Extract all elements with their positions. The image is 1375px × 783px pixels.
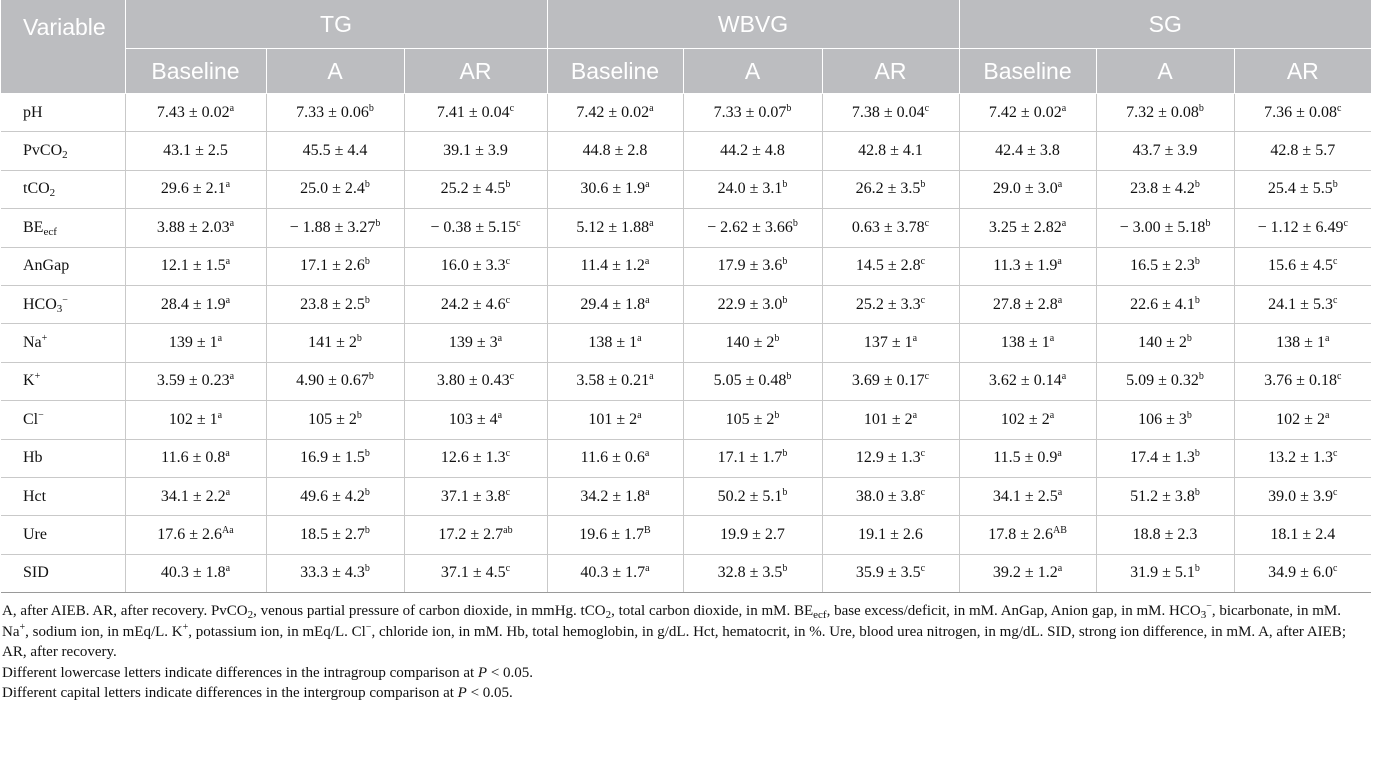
- table-cell: 13.2 ± 1.3$^c$: [1234, 439, 1371, 477]
- variable-header: Variable: [1, 0, 125, 94]
- table-cell: 24.1 ± 5.3$^c$: [1234, 285, 1371, 323]
- table-row: [1, 170, 1371, 208]
- table-cell: 22.6 ± 4.1$^b$: [1096, 285, 1234, 323]
- table-cell: 24.2 ± 4.6$^c$: [404, 285, 547, 323]
- subheader-a: A: [266, 49, 404, 94]
- group-header-tg: TG: [125, 0, 547, 49]
- table-cell: 25.4 ± 5.5$^b$: [1234, 170, 1371, 208]
- table-cell: 18.5 ± 2.7$^b$: [266, 516, 404, 554]
- row-label: Hb: [1, 439, 125, 477]
- table-cell: 22.9 ± 3.0$^b$: [683, 285, 822, 323]
- footnote-lowercase: Different lowercase letters indicate differences in the intragroup comparison at P < 0.05.: [2, 664, 534, 681]
- table-cell: 39.1 ± 3.9: [404, 132, 547, 170]
- table-cell: $105 \pm 2^b$: [266, 401, 404, 439]
- table-cell: 39.2 ± 1.2$^a$: [959, 554, 1096, 592]
- table-cell: 7.41 ± 0.04$^c$: [404, 94, 547, 132]
- table-cell: $101 \pm 2^a$: [822, 401, 959, 439]
- table-cell: $105 \pm 2^b$: [683, 401, 822, 439]
- table-cell: 25.0 ± 2.4$^b$: [266, 170, 404, 208]
- table-cell: 15.6 ± 4.5$^c$: [1234, 247, 1371, 285]
- table-cell: 4.90 ± 0.67$^b$: [266, 362, 404, 400]
- group-header-sg: SG: [959, 0, 1371, 49]
- table-cell: 35.9 ± 3.5$^c$: [822, 554, 959, 592]
- table-cell: − 1.12 ± 6.49$^c$: [1234, 209, 1371, 247]
- table-cell: 32.8 ± 3.5$^b$: [683, 554, 822, 592]
- table-row: [1, 94, 1371, 132]
- table-cell: 14.5 ± 2.8$^c$: [822, 247, 959, 285]
- table-cell: 5.09 ± 0.32$^b$: [1096, 362, 1234, 400]
- footnote-capital: Different capital letters indicate differences in the intergroup comparison at P < 0.05.: [2, 685, 513, 702]
- row-label: K+: [1, 362, 125, 400]
- table-row: [1, 554, 1371, 592]
- table-cell: 23.8 ± 2.5$^b$: [266, 285, 404, 323]
- row-label: pH: [1, 94, 125, 132]
- table-cell: 39.0 ± 3.9$^c$: [1234, 477, 1371, 515]
- table-cell: $137 \pm 1^a$: [822, 324, 959, 362]
- table-row: [1, 401, 1371, 439]
- table-cell: 11.6 ± 0.6$^a$: [547, 439, 683, 477]
- table-cell: 34.2 ± 1.8$^a$: [547, 477, 683, 515]
- table-cell: 7.33 ± 0.07$^b$: [683, 94, 822, 132]
- table-row: [1, 362, 1371, 400]
- table-cell: 45.5 ± 4.4: [266, 132, 404, 170]
- table-cell: 11.4 ± 1.2$^a$: [547, 247, 683, 285]
- table-cell: $138 \pm 1^a$: [959, 324, 1096, 362]
- row-label: $BE_{ecf}$: [1, 209, 125, 247]
- table-cell: 34.1 ± 2.2$^a$: [125, 477, 266, 515]
- table-cell: 7.38 ± 0.04$^c$: [822, 94, 959, 132]
- table-cell: 29.4 ± 1.8$^a$: [547, 285, 683, 323]
- footnote-abbreviations: A, after AIEB. AR, after recovery. PvCO$_2$, venous partial pressure of carbon dioxide, in mmHg. tCO$_2$, total carbon dioxide, in mM. $BE_{ecf}$, base excess/deficit, in mM. AnGap, Anion gap, in mM. $HCO_3^-$, bicarbonate, in mM. Na+, sodium ion, in mEq/L. K+, potassium ion, in mEq/L. Cl−, chloride ion, in mM. Hb, total hemoglobin, in g/dL. Hct, hematocrit, in %. Ure, blood urea nitrogen, in mg/dL. SID, strong ion difference, in mM. A, after AIEB; AR, after recovery.: [2, 601, 1346, 661]
- table-cell: 17.1 ± 1.7$^b$: [683, 439, 822, 477]
- table-cell: 44.2 ± 4.8: [683, 132, 822, 170]
- subheader-ar: AR: [1234, 49, 1371, 94]
- subheader-baseline: Baseline: [959, 49, 1096, 94]
- table-cell: 29.0 ± 3.0$^a$: [959, 170, 1096, 208]
- table-row: [1, 477, 1371, 515]
- table-cell: 3.69 ± 0.17$^c$: [822, 362, 959, 400]
- table-cell: 34.9 ± 6.0$^c$: [1234, 554, 1371, 592]
- subheader-baseline: Baseline: [125, 49, 266, 94]
- table-cell: 24.0 ± 3.1$^b$: [683, 170, 822, 208]
- subheader-a: A: [683, 49, 822, 94]
- table-cell: 3.58 ± 0.21$^a$: [547, 362, 683, 400]
- table-cell: 18.8 ± 2.3: [1096, 516, 1234, 554]
- table-cell: $106 \pm 3^b$: [1096, 401, 1234, 439]
- table-cell: 3.76 ± 0.18$^c$: [1234, 362, 1371, 400]
- table-cell: 25.2 ± 4.5$^b$: [404, 170, 547, 208]
- table-cell: 12.9 ± 1.3$^c$: [822, 439, 959, 477]
- table-row: [1, 209, 1371, 247]
- table-cell: $17.8 \pm 2.6^{AB}$: [959, 516, 1096, 554]
- table-cell: − 0.38 ± 5.15$^c$: [404, 209, 547, 247]
- table-cell: 12.6 ± 1.3$^c$: [404, 439, 547, 477]
- table-cell: 26.2 ± 3.5$^b$: [822, 170, 959, 208]
- table-cell: 3.25 ± 2.82$^a$: [959, 209, 1096, 247]
- table-row: [1, 247, 1371, 285]
- table-cell: 27.8 ± 2.8$^a$: [959, 285, 1096, 323]
- table-cell: 7.33 ± 0.06$^b$: [266, 94, 404, 132]
- table-cell: $140 \pm 2^b$: [1096, 324, 1234, 362]
- table-cell: 49.6 ± 4.2$^b$: [266, 477, 404, 515]
- table-cell: 12.1 ± 1.5$^a$: [125, 247, 266, 285]
- table-cell: 3.88 ± 2.03$^a$: [125, 209, 266, 247]
- table-cell: 38.0 ± 3.8$^c$: [822, 477, 959, 515]
- table-cell: 19.1 ± 2.6: [822, 516, 959, 554]
- subheader-ar: AR: [822, 49, 959, 94]
- table-cell: 17.4 ± 1.3$^b$: [1096, 439, 1234, 477]
- table-cell: 37.1 ± 3.8$^c$: [404, 477, 547, 515]
- table-cell: 3.59 ± 0.23$^a$: [125, 362, 266, 400]
- table-cell: 44.8 ± 2.8: [547, 132, 683, 170]
- subheader-a: A: [1096, 49, 1234, 94]
- table-cell: 42.8 ± 4.1: [822, 132, 959, 170]
- table-cell: $102 \pm 2^a$: [959, 401, 1096, 439]
- table-cell: − 3.00 ± 5.18$^b$: [1096, 209, 1234, 247]
- table-cell: 7.32 ± 0.08$^b$: [1096, 94, 1234, 132]
- row-label: Hct: [1, 477, 125, 515]
- table-cell: $139 \pm 1^a$: [125, 324, 266, 362]
- table-cell: $101 \pm 2^a$: [547, 401, 683, 439]
- table-cell: 16.9 ± 1.5$^b$: [266, 439, 404, 477]
- table-row: [1, 132, 1371, 170]
- table-cell: 37.1 ± 4.5$^c$: [404, 554, 547, 592]
- table-cell: − 1.88 ± 3.27$^b$: [266, 209, 404, 247]
- table-row: [1, 285, 1371, 323]
- row-label: Na+: [1, 324, 125, 362]
- table-cell: 51.2 ± 3.8$^b$: [1096, 477, 1234, 515]
- table-cell: 17.1 ± 2.6$^b$: [266, 247, 404, 285]
- table-cell: 23.8 ± 4.2$^b$: [1096, 170, 1234, 208]
- table-cell: 42.8 ± 5.7: [1234, 132, 1371, 170]
- table-cell: 0.63 ± 3.78$^c$: [822, 209, 959, 247]
- table-cell: 7.36 ± 0.08$^c$: [1234, 94, 1371, 132]
- table-cell: 16.5 ± 2.3$^b$: [1096, 247, 1234, 285]
- table-cell: 19.9 ± 2.7: [683, 516, 822, 554]
- table-cell: $19.6 \pm 1.7^B$: [547, 516, 683, 554]
- table-cell: $141 \pm 2^b$: [266, 324, 404, 362]
- table-cell: 7.42 ± 0.02$^a$: [547, 94, 683, 132]
- row-label: $HCO_3^-$: [1, 285, 125, 323]
- table-cell: 28.4 ± 1.9$^a$: [125, 285, 266, 323]
- table-row: [1, 516, 1371, 554]
- data-table: [1, 0, 1371, 593]
- table-cell: $102 \pm 2^a$: [1234, 401, 1371, 439]
- table-cell: 29.6 ± 2.1$^a$: [125, 170, 266, 208]
- table-cell: 31.9 ± 5.1$^b$: [1096, 554, 1234, 592]
- table-cell: 11.5 ± 0.9$^a$: [959, 439, 1096, 477]
- table-cell: 42.4 ± 3.8: [959, 132, 1096, 170]
- table-cell: 43.1 ± 2.5: [125, 132, 266, 170]
- table-cell: 11.6 ± 0.8$^a$: [125, 439, 266, 477]
- row-label: SID: [1, 554, 125, 592]
- table-cell: 33.3 ± 4.3$^b$: [266, 554, 404, 592]
- table-cell: 5.12 ± 1.88$^a$: [547, 209, 683, 247]
- table-row: [1, 439, 1371, 477]
- table-cell: $138 \pm 1^a$: [1234, 324, 1371, 362]
- table-cell: 7.42 ± 0.02$^a$: [959, 94, 1096, 132]
- table-cell: 43.7 ± 3.9: [1096, 132, 1234, 170]
- table-cell: $103 \pm 4^a$: [404, 401, 547, 439]
- subheader-baseline: Baseline: [547, 49, 683, 94]
- table-cell: 40.3 ± 1.8$^a$: [125, 554, 266, 592]
- table-cell: 7.43 ± 0.02$^a$: [125, 94, 266, 132]
- table-cell: 3.62 ± 0.14$^a$: [959, 362, 1096, 400]
- table-cell: 50.2 ± 5.1$^b$: [683, 477, 822, 515]
- table-cell: 30.6 ± 1.9$^a$: [547, 170, 683, 208]
- row-label: PvCO$_2$: [1, 132, 125, 170]
- table-cell: 11.3 ± 1.9$^a$: [959, 247, 1096, 285]
- table-cell: 40.3 ± 1.7$^a$: [547, 554, 683, 592]
- table-cell: 17.9 ± 3.6$^b$: [683, 247, 822, 285]
- table-cell: 34.1 ± 2.5$^a$: [959, 477, 1096, 515]
- row-label: Cl−: [1, 401, 125, 439]
- table-cell: $140 \pm 2^b$: [683, 324, 822, 362]
- table-row: [1, 324, 1371, 362]
- table-cell: 25.2 ± 3.3$^c$: [822, 285, 959, 323]
- table-footnote: [0, 593, 1372, 704]
- table-cell: 5.05 ± 0.48$^b$: [683, 362, 822, 400]
- table-cell: 16.0 ± 3.3$^c$: [404, 247, 547, 285]
- subheader-ar: AR: [404, 49, 547, 94]
- row-label: Ure: [1, 516, 125, 554]
- table-cell: 3.80 ± 0.43$^c$: [404, 362, 547, 400]
- group-header-wbvg: WBVG: [547, 0, 959, 49]
- table-cell: $102 \pm 1^a$: [125, 401, 266, 439]
- row-label: tCO$_2$: [1, 170, 125, 208]
- table-cell: − 2.62 ± 3.66$^b$: [683, 209, 822, 247]
- table-cell: 17.2 ± 2.7$^{ab}$: [404, 516, 547, 554]
- row-label: AnGap: [1, 247, 125, 285]
- table-cell: $139 \pm 3^a$: [404, 324, 547, 362]
- table-cell: $138 \pm 1^a$: [547, 324, 683, 362]
- table-cell: $17.6 \pm 2.6^{Aa}$: [125, 516, 266, 554]
- table-cell: 18.1 ± 2.4: [1234, 516, 1371, 554]
